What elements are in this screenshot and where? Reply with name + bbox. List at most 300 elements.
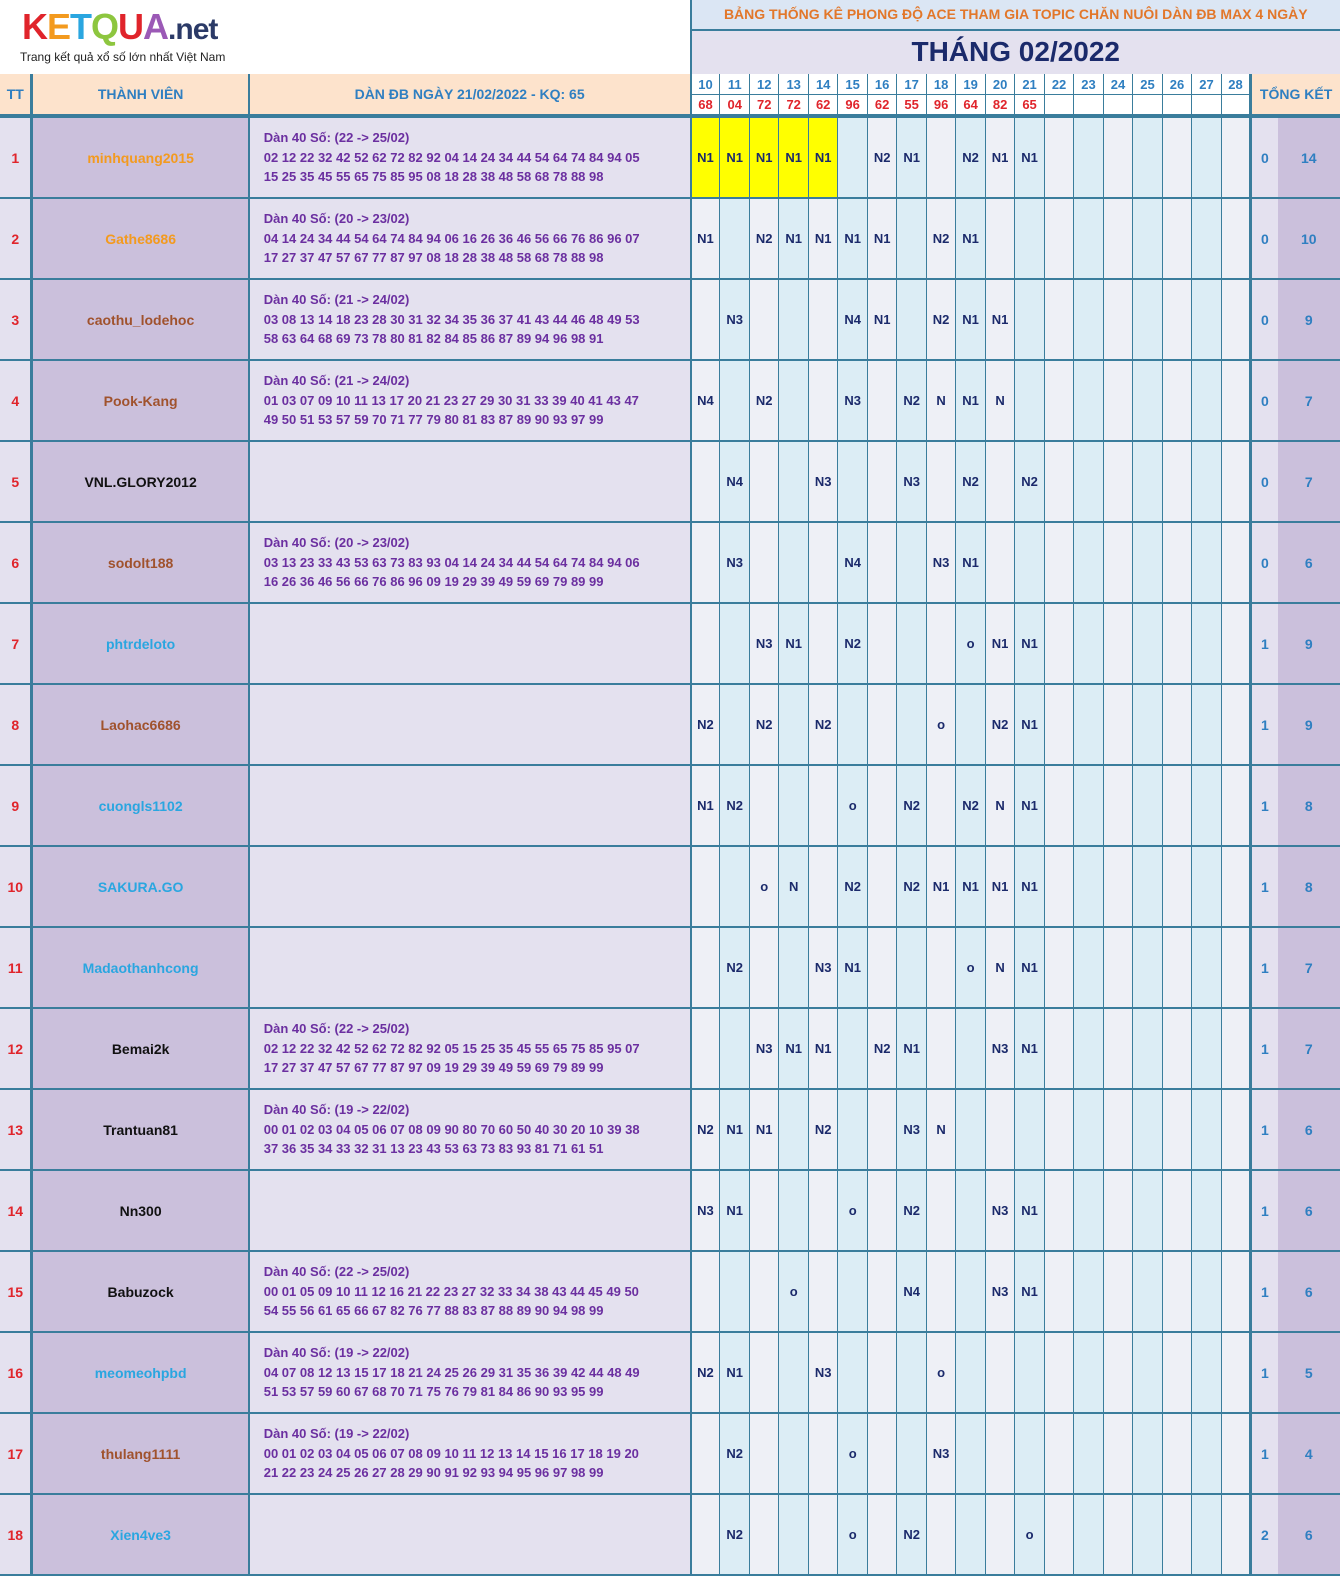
- day-cell: [749, 279, 778, 360]
- day-cell: N2: [926, 198, 955, 279]
- day-cell: [1133, 116, 1162, 198]
- day-cell: [1074, 603, 1103, 684]
- day-cell: [691, 441, 720, 522]
- member-row: [0, 522, 1340, 603]
- header-tt: TT: [0, 74, 32, 116]
- day-cell: [1133, 1413, 1162, 1494]
- summary-count: 0: [1251, 522, 1278, 603]
- summary-count: 1: [1251, 684, 1278, 765]
- day-cell: N3: [720, 279, 749, 360]
- day-cell: N: [779, 846, 808, 927]
- member-row: [0, 1494, 1340, 1575]
- summary-total: 8: [1278, 846, 1340, 927]
- day-cell: N3: [897, 441, 926, 522]
- member-name[interactable]: Gathe8686: [32, 198, 249, 279]
- day-cell: [926, 603, 955, 684]
- day-cell: [956, 1494, 985, 1575]
- day-cell: [867, 522, 896, 603]
- day-cell: [691, 1008, 720, 1089]
- day-cell: N3: [926, 1413, 955, 1494]
- dan-line: Dàn 40 Số: (22 -> 25/02): [263, 130, 410, 146]
- day-cell: N2: [838, 846, 867, 927]
- logo-letter: A: [143, 6, 169, 47]
- day-cell: N: [985, 360, 1014, 441]
- day-result: 68: [691, 95, 720, 117]
- summary-total: 6: [1278, 1170, 1340, 1251]
- member-name[interactable]: meomeohpbd: [32, 1332, 249, 1413]
- day-cell: N: [926, 1089, 955, 1170]
- dan-line: 17 27 37 47 57 67 77 87 97 08 18 28 38 48 58 68 78 88 98: [263, 250, 604, 266]
- day-cell: [1044, 360, 1073, 441]
- day-cell: [1162, 441, 1191, 522]
- member-row: [0, 279, 1340, 360]
- day-cell: [1192, 522, 1221, 603]
- day-cell: [779, 765, 808, 846]
- day-cell: [1133, 603, 1162, 684]
- day-header: 25: [1133, 74, 1162, 95]
- day-cell: N2: [691, 684, 720, 765]
- day-cell: [691, 603, 720, 684]
- day-cell: [1074, 1494, 1103, 1575]
- day-header: 14: [808, 74, 837, 95]
- member-name[interactable]: thulang1111: [32, 1413, 249, 1494]
- day-cell: [1133, 927, 1162, 1008]
- day-cell: [867, 603, 896, 684]
- member-name[interactable]: cuongls1102: [32, 765, 249, 846]
- day-cell: N1: [956, 846, 985, 927]
- dan-line: Dàn 40 Số: (22 -> 25/02): [263, 1021, 410, 1037]
- day-cell: N4: [691, 360, 720, 441]
- day-header: 22: [1044, 74, 1073, 95]
- member-name[interactable]: Laohac6686: [32, 684, 249, 765]
- dan-line: 04 14 24 34 44 54 64 74 84 94 06 16 26 36 46 56 66 76 86 96 07: [263, 230, 640, 246]
- day-header: 17: [897, 74, 926, 95]
- day-cell: N2: [897, 360, 926, 441]
- day-cell: N2: [838, 603, 867, 684]
- day-cell: N1: [1015, 684, 1044, 765]
- row-number: 5: [0, 441, 32, 522]
- day-cell: N1: [720, 1089, 749, 1170]
- summary-count: 1: [1251, 927, 1278, 1008]
- row-number: 2: [0, 198, 32, 279]
- dan-line: 37 36 35 34 33 32 31 13 23 43 53 63 73 83 93 81 71 61 51: [263, 1141, 604, 1157]
- day-cell: N2: [749, 360, 778, 441]
- member-row: [0, 360, 1340, 441]
- day-cell: [779, 684, 808, 765]
- day-cell: [808, 522, 837, 603]
- day-cell: [838, 1089, 867, 1170]
- dan-line: 17 27 37 47 57 67 77 87 97 09 19 29 39 49 59 69 79 89 99: [263, 1060, 604, 1076]
- day-cell: N2: [808, 684, 837, 765]
- day-cell: N2: [956, 441, 985, 522]
- day-header: 27: [1192, 74, 1221, 95]
- day-cell: [1162, 522, 1191, 603]
- day-cell: [985, 198, 1014, 279]
- day-cell: [1103, 1494, 1132, 1575]
- day-header: 26: [1162, 74, 1191, 95]
- day-cell: [808, 765, 837, 846]
- dan-numbers: [249, 603, 691, 684]
- day-cell: N1: [838, 927, 867, 1008]
- day-cell: [926, 927, 955, 1008]
- day-cell: [691, 927, 720, 1008]
- dan-numbers: [249, 116, 691, 198]
- dan-line: 15 25 35 45 55 65 75 85 95 08 18 28 38 48 58 68 78 88 98: [263, 169, 604, 185]
- summary-total: 10: [1278, 198, 1340, 279]
- day-header: 11: [720, 74, 749, 95]
- day-cell: [1133, 1251, 1162, 1332]
- day-cell: [1133, 765, 1162, 846]
- day-cell: N1: [1015, 846, 1044, 927]
- dan-numbers: [249, 1332, 691, 1413]
- day-header: 19: [956, 74, 985, 95]
- day-cell: [1015, 1089, 1044, 1170]
- day-cell: N2: [897, 1170, 926, 1251]
- day-cell: [867, 1494, 896, 1575]
- day-cell: N1: [985, 603, 1014, 684]
- day-cell: N2: [956, 765, 985, 846]
- dan-numbers: [249, 927, 691, 1008]
- day-cell: [926, 765, 955, 846]
- day-cell: [1221, 684, 1250, 765]
- day-cell: [1162, 684, 1191, 765]
- member-name[interactable]: Pook-Kang: [32, 360, 249, 441]
- day-cell: [1133, 1008, 1162, 1089]
- day-cell: [1103, 684, 1132, 765]
- day-cell: [838, 116, 867, 198]
- day-cell: [867, 1332, 896, 1413]
- day-cell: N2: [691, 1332, 720, 1413]
- member-row: [0, 1089, 1340, 1170]
- day-cell: [1221, 1494, 1250, 1575]
- day-cell: N2: [897, 1494, 926, 1575]
- day-cell: N1: [1015, 765, 1044, 846]
- day-cell: [1074, 1170, 1103, 1251]
- logo-letter: K: [22, 6, 47, 47]
- member-name[interactable]: Xien4ve3: [32, 1494, 249, 1575]
- summary-count: 0: [1251, 116, 1278, 198]
- member-name[interactable]: minhquang2015: [32, 116, 249, 198]
- day-cell: [808, 279, 837, 360]
- day-cell: [1192, 116, 1221, 198]
- day-cell: [779, 441, 808, 522]
- row-number: 16: [0, 1332, 32, 1413]
- member-name[interactable]: SAKURA.GO: [32, 846, 249, 927]
- day-cell: N3: [808, 1332, 837, 1413]
- member-row: [0, 927, 1340, 1008]
- day-cell: N1: [926, 846, 955, 927]
- day-cell: o: [926, 1332, 955, 1413]
- summary-count: 1: [1251, 1251, 1278, 1332]
- dan-numbers: [249, 1251, 691, 1332]
- dan-line: 04 07 08 12 13 15 17 18 21 24 25 26 29 31 35 36 39 42 44 48 49: [263, 1364, 640, 1380]
- day-cell: [1074, 522, 1103, 603]
- day-cell: N1: [691, 198, 720, 279]
- day-cell: [1221, 1089, 1250, 1170]
- header-member: THÀNH VIÊN: [32, 74, 249, 116]
- day-result: 72: [779, 95, 808, 117]
- day-cell: N1: [808, 198, 837, 279]
- day-cell: [897, 198, 926, 279]
- day-cell: [808, 1413, 837, 1494]
- day-cell: [1015, 1413, 1044, 1494]
- row-number: 8: [0, 684, 32, 765]
- member-name[interactable]: Nn300: [32, 1170, 249, 1251]
- day-cell: [779, 279, 808, 360]
- summary-count: 0: [1251, 360, 1278, 441]
- day-cell: [1074, 765, 1103, 846]
- day-cell: [749, 765, 778, 846]
- dan-numbers: [249, 360, 691, 441]
- day-cell: [1015, 360, 1044, 441]
- dan-line: 58 63 64 68 69 73 78 80 81 82 84 85 86 87 89 94 96 98 91: [263, 331, 604, 347]
- day-cell: [1103, 1008, 1132, 1089]
- member-row: [0, 1170, 1340, 1251]
- day-result: [1044, 95, 1073, 117]
- day-cell: N1: [720, 1332, 749, 1413]
- day-cell: N3: [985, 1251, 1014, 1332]
- day-cell: o: [838, 1413, 867, 1494]
- day-cell: [985, 1413, 1014, 1494]
- dan-line: Dàn 40 Số: (19 -> 22/02): [263, 1102, 410, 1118]
- day-cell: N: [926, 360, 955, 441]
- dan-line: Dàn 40 Số: (20 -> 23/02): [263, 535, 410, 551]
- dan-line: 03 13 23 33 43 53 63 73 83 93 04 14 24 34 44 54 64 74 84 94 06: [263, 554, 640, 570]
- day-cell: [749, 1251, 778, 1332]
- day-cell: [1074, 1008, 1103, 1089]
- day-cell: [779, 522, 808, 603]
- day-result: [1192, 95, 1221, 117]
- day-cell: N1: [691, 765, 720, 846]
- day-cell: [1221, 116, 1250, 198]
- row-number: 13: [0, 1089, 32, 1170]
- day-cell: N3: [749, 1008, 778, 1089]
- day-cell: N1: [956, 522, 985, 603]
- day-cell: [838, 1008, 867, 1089]
- dan-line: 02 12 22 32 42 52 62 72 82 92 05 15 25 35 45 55 65 75 85 95 07: [263, 1040, 640, 1056]
- day-cell: [691, 522, 720, 603]
- day-cell: [1074, 360, 1103, 441]
- member-name[interactable]: Babuzock: [32, 1251, 249, 1332]
- day-cell: N3: [691, 1170, 720, 1251]
- day-cell: [926, 116, 955, 198]
- day-cell: N2: [956, 116, 985, 198]
- day-cell: [926, 1494, 955, 1575]
- day-cell: [1103, 1413, 1132, 1494]
- day-cell: [1044, 1413, 1073, 1494]
- member-row: [0, 1251, 1340, 1332]
- day-cell: [897, 1413, 926, 1494]
- day-cell: [1133, 360, 1162, 441]
- dan-numbers: [249, 846, 691, 927]
- day-cell: N2: [691, 1089, 720, 1170]
- dan-numbers: [249, 1089, 691, 1170]
- day-cell: o: [749, 846, 778, 927]
- day-cell: N3: [808, 441, 837, 522]
- day-cell: [1192, 360, 1221, 441]
- row-number: 18: [0, 1494, 32, 1575]
- day-cell: [1074, 198, 1103, 279]
- member-name[interactable]: VNL.GLORY2012: [32, 441, 249, 522]
- day-cell: [1192, 1008, 1221, 1089]
- member-name[interactable]: Madaothanhcong: [32, 927, 249, 1008]
- day-result: 62: [867, 95, 896, 117]
- summary-total: 6: [1278, 1251, 1340, 1332]
- day-header: 12: [749, 74, 778, 95]
- day-cell: [897, 684, 926, 765]
- summary-total: 7: [1278, 360, 1340, 441]
- day-cell: [1044, 846, 1073, 927]
- day-cell: N2: [720, 927, 749, 1008]
- summary-count: 1: [1251, 846, 1278, 927]
- dan-numbers: [249, 522, 691, 603]
- day-cell: [1103, 522, 1132, 603]
- day-cell: o: [838, 765, 867, 846]
- summary-total: 7: [1278, 1008, 1340, 1089]
- member-name[interactable]: caothu_lodehoc: [32, 279, 249, 360]
- day-cell: o: [956, 603, 985, 684]
- day-cell: N1: [779, 116, 808, 198]
- day-cell: [1192, 1332, 1221, 1413]
- member-name[interactable]: sodolt188: [32, 522, 249, 603]
- day-cell: [897, 279, 926, 360]
- day-cell: N3: [926, 522, 955, 603]
- day-cell: N1: [1015, 1170, 1044, 1251]
- member-name[interactable]: Bemai2k: [32, 1008, 249, 1089]
- day-cell: o: [1015, 1494, 1044, 1575]
- day-cell: N3: [808, 927, 837, 1008]
- day-result: 96: [926, 95, 955, 117]
- day-cell: [779, 1332, 808, 1413]
- logo-letter: Q: [91, 6, 119, 47]
- dan-line: 03 08 13 14 18 23 28 30 31 32 34 35 36 37 41 43 44 46 48 49 53: [263, 311, 640, 327]
- day-cell: [867, 1413, 896, 1494]
- day-cell: N2: [867, 1008, 896, 1089]
- day-cell: [779, 360, 808, 441]
- day-cell: [1044, 441, 1073, 522]
- day-cell: [1074, 116, 1103, 198]
- day-cell: N2: [867, 116, 896, 198]
- day-cell: [1103, 116, 1132, 198]
- member-name[interactable]: Trantuan81: [32, 1089, 249, 1170]
- day-cell: [1044, 198, 1073, 279]
- day-cell: N1: [808, 1008, 837, 1089]
- row-number: 3: [0, 279, 32, 360]
- dan-line: 00 01 05 09 10 11 12 16 21 22 23 27 32 33 34 38 43 44 45 49 50: [263, 1283, 639, 1299]
- day-cell: N1: [867, 279, 896, 360]
- row-number: 17: [0, 1413, 32, 1494]
- summary-total: 8: [1278, 765, 1340, 846]
- day-cell: [1044, 603, 1073, 684]
- day-cell: [1133, 441, 1162, 522]
- day-cell: N2: [985, 684, 1014, 765]
- day-cell: N2: [926, 279, 955, 360]
- day-cell: [985, 522, 1014, 603]
- day-header: 23: [1074, 74, 1103, 95]
- day-cell: [779, 1170, 808, 1251]
- day-cell: [1162, 1170, 1191, 1251]
- ketqua-logo[interactable]: [0, 0, 690, 74]
- dan-line: 00 01 02 03 04 05 06 07 08 09 10 11 12 13 14 15 16 17 18 19 20: [263, 1445, 639, 1461]
- day-cell: [897, 522, 926, 603]
- day-cell: N2: [897, 765, 926, 846]
- summary-count: 0: [1251, 441, 1278, 522]
- day-cell: [691, 1494, 720, 1575]
- summary-count: 1: [1251, 603, 1278, 684]
- day-cell: [1192, 198, 1221, 279]
- summary-total: 7: [1278, 441, 1340, 522]
- day-cell: [720, 360, 749, 441]
- day-cell: o: [779, 1251, 808, 1332]
- day-cell: [1044, 1008, 1073, 1089]
- day-cell: [1044, 927, 1073, 1008]
- dan-numbers: [249, 198, 691, 279]
- day-cell: N1: [1015, 927, 1044, 1008]
- day-cell: [1133, 1170, 1162, 1251]
- day-cell: [838, 1251, 867, 1332]
- day-cell: N1: [985, 846, 1014, 927]
- day-cell: N: [985, 765, 1014, 846]
- summary-total: 9: [1278, 603, 1340, 684]
- day-cell: [1103, 603, 1132, 684]
- dan-line: Dàn 40 Số: (19 -> 22/02): [263, 1426, 410, 1442]
- day-cell: [1192, 1170, 1221, 1251]
- day-cell: [1074, 1332, 1103, 1413]
- day-cell: [926, 1251, 955, 1332]
- day-cell: [1221, 441, 1250, 522]
- day-header: 16: [867, 74, 896, 95]
- day-cell: N1: [1015, 1008, 1044, 1089]
- member-name[interactable]: phtrdeloto: [32, 603, 249, 684]
- dan-line: 21 22 23 24 25 26 27 28 29 90 91 92 93 94 95 96 97 98 99: [263, 1465, 604, 1481]
- day-result: 04: [720, 95, 749, 117]
- day-cell: N2: [749, 684, 778, 765]
- summary-count: 1: [1251, 1332, 1278, 1413]
- day-cell: [1221, 1008, 1250, 1089]
- summary-total: 14: [1278, 116, 1340, 198]
- day-header: 10: [691, 74, 720, 95]
- day-cell: [1192, 1413, 1221, 1494]
- day-cell: N1: [720, 116, 749, 198]
- day-cell: [956, 1170, 985, 1251]
- member-row: [0, 684, 1340, 765]
- day-cell: [720, 1008, 749, 1089]
- day-cell: [1044, 1251, 1073, 1332]
- day-cell: [1103, 198, 1132, 279]
- day-cell: [1221, 603, 1250, 684]
- day-header: 21: [1015, 74, 1044, 95]
- member-row: [0, 198, 1340, 279]
- day-cell: [1103, 1170, 1132, 1251]
- day-cell: N1: [691, 116, 720, 198]
- day-cell: [867, 927, 896, 1008]
- day-cell: N3: [720, 522, 749, 603]
- day-cell: o: [956, 927, 985, 1008]
- member-row: [0, 1413, 1340, 1494]
- member-row: [0, 846, 1340, 927]
- day-cell: N1: [956, 198, 985, 279]
- day-cell: [1162, 1089, 1191, 1170]
- day-cell: N1: [779, 1008, 808, 1089]
- day-cell: [1221, 1332, 1250, 1413]
- row-number: 9: [0, 765, 32, 846]
- day-cell: N1: [779, 603, 808, 684]
- day-cell: [1162, 1008, 1191, 1089]
- dan-line: 54 55 56 61 65 66 67 82 76 77 88 83 87 88 89 90 94 98 99: [263, 1303, 604, 1319]
- day-cell: [808, 360, 837, 441]
- day-cell: N3: [985, 1170, 1014, 1251]
- day-cell: N4: [720, 441, 749, 522]
